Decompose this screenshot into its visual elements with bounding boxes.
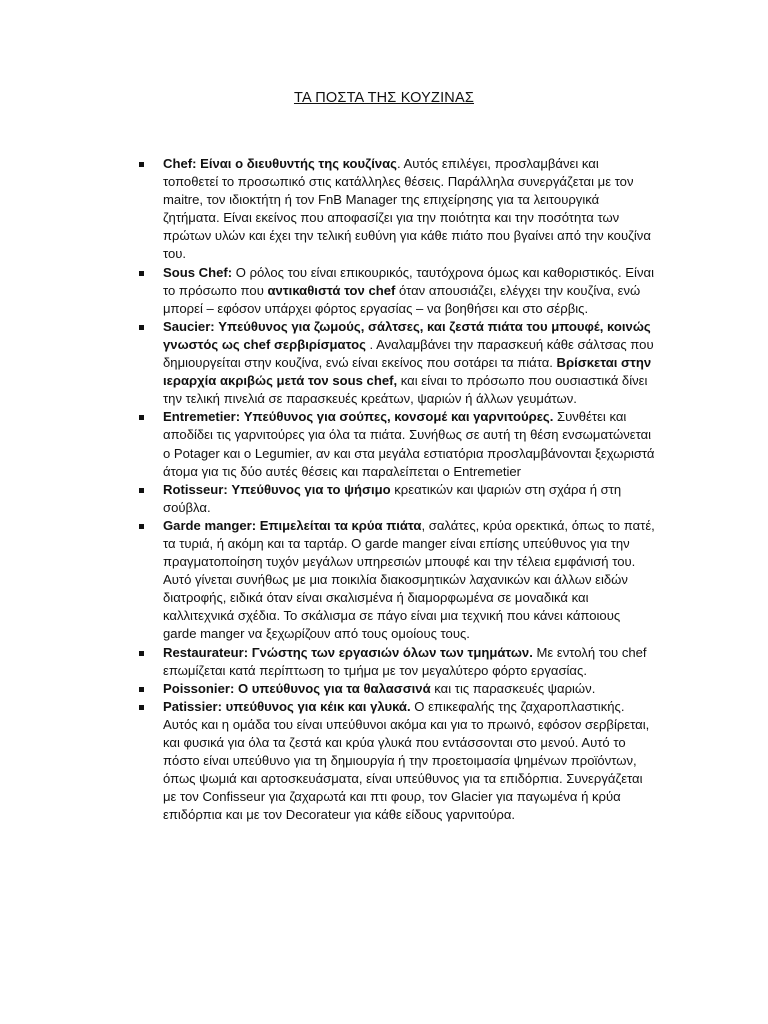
post-description: Ο επικεφαλής της ζαχαροπλαστικής. Αυτός και η ομάδα του είναι υπεύθυνοι ακόμα και για το πρωινό, εφόσον σερβίρεται, και φυσικά για όλα τα ζεστά και κρύα γλυκά που εντάσσονται στο μενού. Αυτό το πόστο είναι υπεύθυνο για τη δημιουργία ή την προετοιμασία ψημένων προϊόντων, όπως ψωμιά και αρτοσκευάσματα, είναι υπεύθυνος για τα επιδόρπια. Συνεργάζεται με τον Confisseur για ζαχαρωτά και πτι φουρ, τον Glacier για παγωμένα ή κρύα επιδόρπια και με τον Decorateur για κάθε είδους γαρνιτούρα. bbox=[163, 698, 650, 823]
square-bullet-icon bbox=[139, 415, 144, 420]
post-term: Patissier: υπεύθυνος για κέικ και γλυκά. bbox=[163, 698, 411, 714]
kitchen-posts-list bbox=[137, 155, 657, 824]
square-bullet-icon bbox=[139, 705, 144, 710]
list-item-poissonier bbox=[137, 680, 657, 698]
post-description: Με εντολή του chef επωμίζεται κατά περίπτωση το τμήμα με τον μεγαλύτερο φόρτο εργασίας. bbox=[163, 644, 647, 678]
post-term: Sous Chef: bbox=[163, 264, 233, 280]
square-bullet-icon bbox=[139, 325, 144, 330]
square-bullet-icon bbox=[139, 271, 144, 276]
post-term: Entremetier: Υπεύθυνος για σούπες, κονσομέ και γαρνιτούρες. bbox=[163, 409, 554, 425]
square-bullet-icon bbox=[139, 651, 144, 656]
list-item-chef bbox=[137, 155, 657, 264]
post-emphasis: Βρίσκεται στην ιεραρχία ακριβώς μετά τον sous chef, bbox=[163, 355, 652, 389]
square-bullet-icon bbox=[139, 687, 144, 692]
square-bullet-icon bbox=[139, 524, 144, 529]
post-term: Rotisseur: Υπεύθυνος για το ψήσιμο bbox=[163, 481, 391, 497]
post-description: Ο ρόλος του είναι επικουρικός, ταυτόχρονα όμως και καθοριστικός. Είναι το πρόσωπο που bbox=[163, 264, 654, 298]
post-term: Chef: Είναι ο διευθυντής της κουζίνας bbox=[163, 156, 397, 171]
post-term: Restaurateur: Γνώστης των εργασιών όλων των τμημάτων. bbox=[163, 644, 533, 660]
list-item-restaurateur bbox=[137, 644, 657, 680]
post-description: και τις παρασκευές ψαριών. bbox=[430, 680, 596, 696]
list-item-sous-chef bbox=[137, 264, 657, 318]
list-item-saucier bbox=[137, 318, 657, 408]
post-description: κρεατικών και ψαριών στη σχάρα ή στη σούβλα. bbox=[163, 481, 622, 515]
post-description: , σαλάτες, κρύα ορεκτικά, όπως το πατέ, τα τυριά, ή ακόμη και τα ταρτάρ. Ο garde manger είναι επίσης υπεύθυνος για την πραγματοποίηση τυχόν μεγάλων υπηρεσιών μπουφέ και την τέλεια εμφάνισή του. Αυτό γίνεται συνήθως με μια ποικιλία διακοσμητικών λαχανικών και άλλων ειδών διατροφής, ειδικά όταν είναι σκαλισμένα ή διαμορφωμένα σε μοναδικά και καλλιτεχνικά σχέδια. Το σκάλισμα σε πάγο είναι μια τεχνική που κάνει κάποιους garde manger να ξεχωρίζουν από τους ομοίους τους. bbox=[163, 517, 655, 642]
post-emphasis: αντικαθιστά τον chef bbox=[267, 282, 396, 298]
post-term: Garde manger: Επιμελείται τα κρύα πιάτα bbox=[163, 517, 422, 533]
list-item-patissier bbox=[137, 698, 657, 825]
post-description: Συνθέτει και αποδίδει τις γαρνιτούρες για όλα τα πιάτα. Συνήθως σε αυτή τη θέση ενσωματώνεται ο Potager και ο Legumier, αν και στα μεγάλα εστιατόρια προσλαμβάνονται ξεχωριστά άτομα για τις δύο αυτές θέσεις και παραλείπεται ο Entremetier bbox=[163, 409, 655, 479]
list-item-rotisseur bbox=[137, 481, 657, 517]
square-bullet-icon bbox=[139, 162, 144, 167]
post-term: Poissonier: Ο υπεύθυνος για τα θαλασσινά bbox=[163, 680, 431, 696]
square-bullet-icon bbox=[139, 488, 144, 493]
list-item-entremetier bbox=[137, 408, 657, 480]
post-description: και είναι το πρόσωπο που ουσιαστικά δίνει την τελική πινελιά σε παρασκευές κρεάτων, ψαριών ή άλλων γευμάτων. bbox=[163, 373, 648, 407]
post-description: . Αναλαμβάνει την παρασκευή κάθε σάλτσας που δημιουργείται στην κουζίνα, ενώ είναι εκείνος που σοτάρει τα πιάτα. bbox=[163, 336, 654, 371]
document-title: ΤΑ ΠΟΣΤΑ ΤΗΣ ΚΟΥΖΙΝΑΣ bbox=[293, 90, 475, 106]
post-description: . Αυτός επιλέγει, προσλαμβάνει και τοποθετεί το προσωπικό στις κατάλληλες θέσεις. Παράλληλα συνεργάζεται με τον maitre, τον ιδιοκτήτη ή τον FnB Manager της επιχείρησης για τα λειτουργικά ζητήματα. Είναι εκείνος που αποφασίζει για την ποιότητα και την ποσότητα των πρώτων υλών και έχει την τελική ευθύνη για κάθε πιάτο που βγαίνει από την κουζίνα του. bbox=[163, 156, 651, 262]
post-description: όταν απουσιάζει, ελέγχει την κουζίνα, ενώ μπορεί – εφόσον υπάρχει φόρτος εργασίας – να βοηθήσει και στο σέρβις. bbox=[163, 282, 641, 316]
post-term: Saucier: Υπεύθυνος για ζωμούς, σάλτσες, και ζεστά πιάτα του μπουφέ, κοινώς γνωστός ως chef σερβιρίσματος bbox=[163, 318, 651, 352]
list-item-garde-manger bbox=[137, 517, 657, 644]
